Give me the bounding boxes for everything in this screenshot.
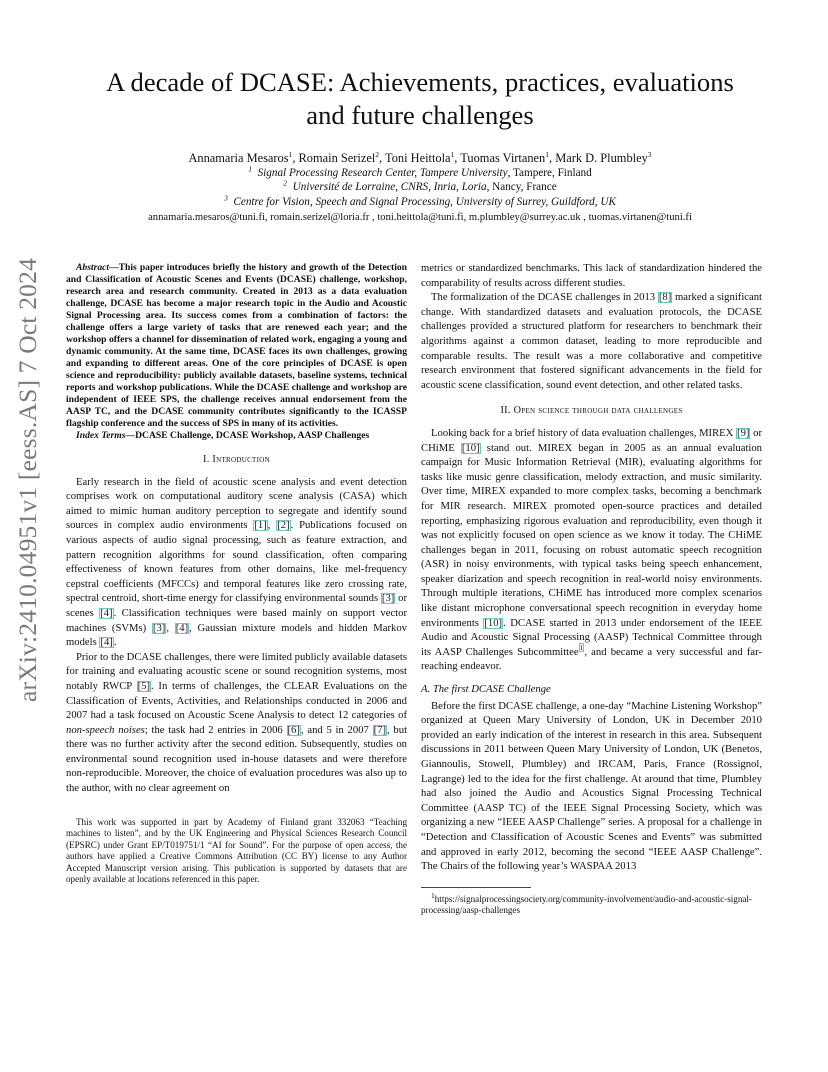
citation-link[interactable]: [1]	[254, 520, 267, 532]
index-terms: Index Terms—DCASE Challenge, DCASE Workshop, AASP Challenges	[76, 430, 370, 441]
citation-link[interactable]: [3]	[152, 622, 166, 634]
footnote-divider	[421, 887, 531, 888]
author-affiliation-mark: 1	[288, 149, 293, 159]
paragraph-continued: metrics or standardized benchmarks. This lack of standardization hindered the comparability of results across different studies.	[421, 263, 762, 289]
citation-link[interactable]: [4]	[100, 607, 113, 619]
first-challenge-paragraph: Before the first DCASE challenge, a one-day “Machine Listening Workshop” organized at Queen Mary University of London, UK in December 2010 provided an early indication of the interest in research in this area. Subsequent discussions in 2011 between Queen Mary University of London, UK (Benetos, Giannoulis, Stowell, Plumbley) and IRCAM, Paris, France (Rossignol, Lagrange) led to the idea for the first challenge. At around that time, Plumbley had also joined the Audio and Acoustics Signal Processing Technical Committee (AASP TC) of the IEEE Signal Processing Society, which was organizing a new “IEEE AASP Challenge” series. A proposal for a challenge in “Detection and Classification of Acoustic Scenes and Events” was submitted and approved in early 2012, becoming the second “IEEE AASP Challenge”. The Chairs of the following year’s WASPAA 2013	[421, 700, 762, 873]
author-affiliation-mark: 2	[375, 149, 380, 159]
title-line-1: A decade of DCASE: Achievements, practices, evaluations	[106, 67, 734, 97]
left-column	[66, 262, 407, 886]
author: Mark D. Plumbley	[555, 151, 648, 165]
footnote-link[interactable]: 1	[579, 643, 584, 653]
author-affiliation-mark: 1	[450, 149, 455, 159]
funding-footnote: This work was supported in part by Academy of Finland grant 332063 “Teaching machines to listen”, and by the UK Engineering and Physical Sciences Research Council (EPSRC) under Grant EP/T019751/1 “AI for Sound”. For the purpose of open access, the authors have applied a Creative Commons Attribution (CC BY) license to any Author Accepted Manuscript version arising. This publication is supported by datasets that are openly available at locations referenced in this paper.	[66, 816, 407, 885]
citation-link[interactable]: [5]	[137, 680, 150, 692]
author-emails: annamaria.mesaros@tuni.fi, romain.serizel@loria.fr , toni.heittola@tuni.fi, m.plumbley@surrey.ac.uk , tuomas.virtanen@tuni.fi	[148, 212, 692, 223]
section-heading-introduction: I. Introduction	[203, 454, 270, 465]
footnote-link-url[interactable]: https://signalprocessingsociety.org/community-involvement/audio-and-acoustic-signal-processing/aasp-challenges	[421, 893, 752, 916]
citation-link[interactable]: [10]	[461, 442, 480, 454]
affiliation-1: $^1$ Signal Processing Research Center, Tampere University, Tampere, Finland	[248, 164, 592, 179]
citation-link[interactable]: [6]	[287, 724, 300, 736]
author-list: Annamaria Mesaros$^1$, Romain Serizel$^2$, Toni Heittola$^1$, Tuomas Virtanen$^1$, Mark D. Plumbley$^3$	[188, 149, 652, 165]
citation-link[interactable]: [2]	[277, 520, 290, 532]
author-affiliation-mark: 1	[545, 149, 549, 159]
subsection-heading-first-challenge: A. The first DCASE Challenge	[421, 684, 551, 696]
author: Toni Heittola	[385, 151, 451, 165]
author: Romain Serizel	[298, 151, 376, 165]
author: Tuomas Virtanen	[460, 151, 546, 165]
author: Annamaria Mesaros	[188, 151, 289, 165]
citation-link[interactable]: [8]	[658, 292, 672, 304]
arxiv-stamp	[8, 257, 48, 703]
affiliation-2: $^2$ Université de Lorraine, CNRS, Inria, Loria, Nancy, France	[283, 178, 557, 193]
citation-link[interactable]: [4]	[100, 637, 113, 649]
intro-paragraph-1: Early research in the field of acoustic scene analysis and event detection comprises work on computational auditory scene analysis (CASA) which aimed to mimic human auditory perception to segregate and identify sound sources in complex audio environments [1], [2]. Publications focused on various aspects of audio signal processing, such as feature extraction, and pattern recognition algorithms for sound classification, often comparing effectiveness of known features from other domains, like mel-frequency cepstral coefficients (MFCCs) and temporal features like zero crossing rate, spectral centroid, short-time energy for classifying environmental sounds [3] or scenes [4]. Classification techniques were based mainly on support vector machines (SVMs) [3], [4], Gaussian mixture models and hidden Markov models [4].	[66, 476, 408, 649]
right-column	[421, 262, 762, 917]
citation-link[interactable]: [3]	[381, 593, 395, 605]
paper-title	[70, 66, 770, 132]
footnote-url: $^1$https://signalprocessingsociety.org/community-involvement/audio-and-acoustic-signal-processing/aasp-challenges	[421, 890, 752, 916]
citation-link[interactable]: [7]	[373, 724, 387, 736]
citation-link[interactable]: [9]	[737, 427, 750, 439]
author-affiliation-mark: 3	[647, 149, 652, 159]
dcase-formalization-paragraph: The formalization of the DCASE challenges in 2013 [8] marked a significant change. With standardized datasets and evaluation protocols, the DCASE challenges provided a structured platform for researchers to benchmark their algorithms against a common dataset, leading to more reproducible and comparable results. The result was a more collaborative and competitive research environment that fostered significant advancements in the field for acoustic scene classification, sound event detection, and other related tasks.	[421, 292, 762, 391]
section-heading-open-science: II. Open science through data challenges	[500, 405, 683, 417]
citation-link[interactable]: [10]	[484, 617, 503, 629]
intro-paragraph-2: Prior to the DCASE challenges, there were limited publicly available datasets for training and evaluating acoustic scene or sound recognition systems, most notably RWCP [5]. In terms of challenges, the CLEAR Evaluations on the Classification of Events, Activities, and Relationships conducted in 2006 and 2007 had a task focused on Acoustic Scene Analysis to detect 12 categories of non-speech noises; the task had 2 entries in 2006 [6], and 5 in 2007 [7], but there was no further activity after the second edition. Subsequently, studies on environmental sound recognition used in-house datasets and were therefore non-reproducible. Moreover, the choice of evaluation procedures was also up to the author, with no clear agreement on	[66, 651, 408, 795]
affiliation-3: $^3$ Centre for Vision, Speech and Signal Processing, University of Surrey, Guildford, UK	[224, 193, 616, 208]
abstract: Abstract—This paper introduces briefly the history and growth of the Detection and Classification of Acoustic Scenes and Events (DCASE) challenge, workshop, research area and research community. Created in 2013 as a data evaluation challenge, DCASE has become a major research topic in the Audio and Acoustic Signal Processing area. Its success comes from a combination of factors: the challenge offers a large variety of tasks that are renewed each year; and the workshop offers a channel for dissemination of related work, engaging a young and dynamic community. At the same time, DCASE faces its own challenges, growing and expanding to different areas. One of the core principles of DCASE is open science and reproducibility: publicly available datasets, baseline systems, technical reports and workshop publications. While the DCASE challenge and workshop are independent of IEEE SPS, the challenge receives annual endorsement from the AASP TC, and the DCASE community contributes significantly to the ICASSP flagship conference and the success of SPS in many of its activities.	[66, 262, 407, 429]
open-science-paragraph: Looking back for a brief history of data evaluation challenges, MIREX [9] or CHiME [10] stand out. MIREX began in 2005 as an annual evaluation campaign for Music Information Retrieval (MIR), evaluating algorithms for tasks like music genre classification, melody extraction, and music similarity. Over time, MIREX expanded to more complex tasks, becoming a benchmark for MIR research. MIREX promoted open-source practices and detailed reporting, emphasizing rigorous evaluation and reproducibility, even though it was not explicitly focused on open science as we know it today. The CHiME challenges began in 2011, focusing on robust automatic speech recognition (ASR) in noisy environments, with typical tasks being speech enhancement, speaker diarization and speech recognition in real-world noisy environments. Through multiple iterations, CHiME has introduced more complex scenarios like distant microphone conversational speech recognition in everyday home environments [10]. DCASE started in 2013 under endorsement of the IEEE Audio and Acoustic Signal Processing (AASP) Technical Committee through its AASP Challenges Subcommittee$^1$, and became a very successful and far-reaching endeavor.	[421, 427, 763, 673]
citation-link[interactable]: [4]	[175, 622, 189, 634]
arxiv-identifier: arXiv:2410.04951v1 [eess.AS] 7 Oct 2024	[13, 257, 42, 703]
title-line-2: and future challenges	[306, 100, 534, 130]
